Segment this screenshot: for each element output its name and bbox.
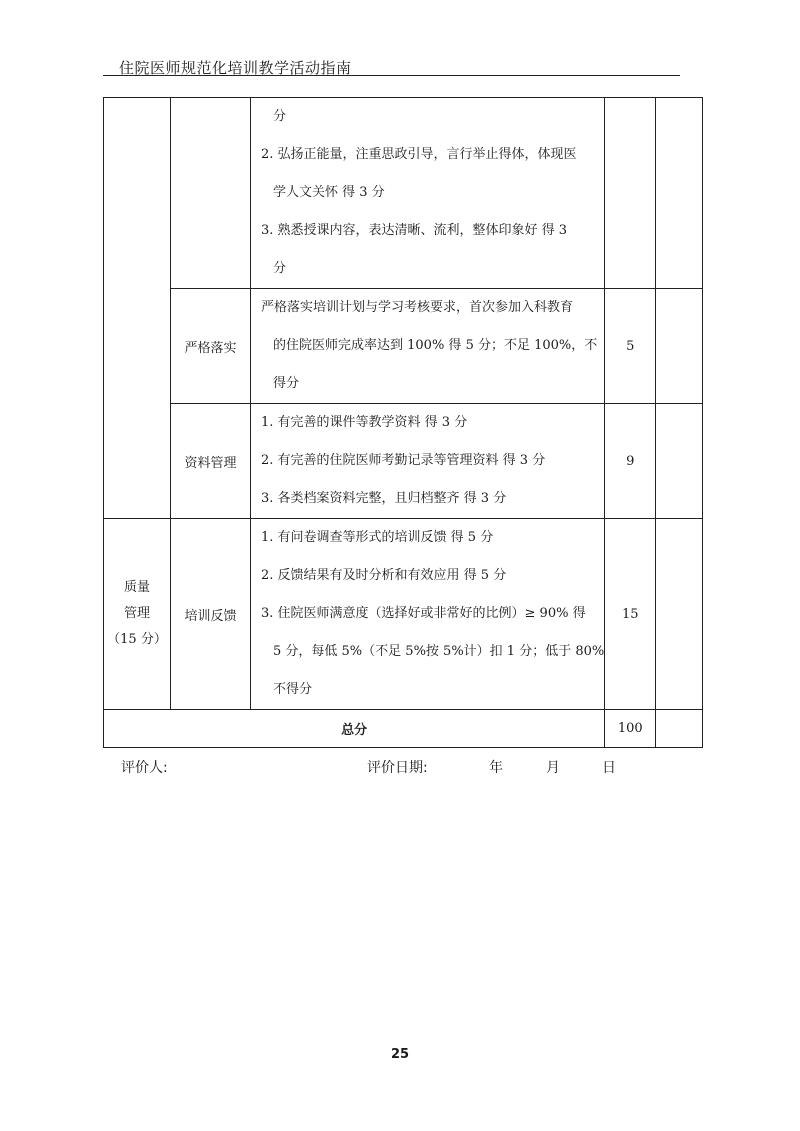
evaluation-table [103,97,703,748]
criteria-line: 3. 住院医师满意度（选择好或非常好的比例）≥ 90% 得 [261,606,586,621]
criteria-cell [251,289,605,404]
criteria-line: 2. 弘扬正能量，注重思政引导，言行举止得体，体现医 [261,147,577,162]
actual-score-cell [656,404,703,519]
criteria-line: 得分 [273,376,300,391]
subitem-cell: 严格落实 [171,289,251,404]
criteria-cell [251,404,605,519]
category-cell-empty [104,98,171,519]
criteria-line: 2. 反馈结果有及时分析和有效应用 得 5 分 [261,568,507,583]
page-number: 25 [390,1047,410,1062]
table-row [104,404,703,519]
table-row [104,98,703,289]
criteria-line: 分 [273,109,287,124]
criteria-cell [251,519,605,710]
subitem-cell-empty [171,98,251,289]
actual-score-cell [656,519,703,710]
category-line: 管理 [123,606,150,621]
criteria-line: 1. 有完善的课件等教学资料 得 3 分 [261,415,468,430]
criteria-cell [251,98,605,289]
criteria-line: 3. 各类档案资料完整，且归档整齐 得 3 分 [261,491,507,506]
date-year: 年 [489,760,503,776]
criteria-line: 1. 有问卷调查等形式的培训反馈 得 5 分 [261,530,494,545]
actual-score-cell [656,98,703,289]
subitem-cell: 资料管理 [171,404,251,519]
criteria-line: 学人文关怀 得 3 分 [273,185,385,200]
date-label: 评价日期: [367,760,428,776]
score-cell: 9 [605,404,656,519]
criteria-line: 严格落实培训计划与学习考核要求，首次参加入科教育 [261,300,574,315]
date-month: 月 [546,760,560,776]
score-cell: 5 [605,289,656,404]
table-row [104,519,703,710]
category-cell [104,519,171,710]
table-row [104,289,703,404]
total-score: 100 [605,710,656,748]
date-day: 日 [602,760,616,776]
evaluator-label: 评价人: [121,760,168,776]
total-row [104,710,703,748]
total-label: 总分 [104,710,605,748]
criteria-line: 3. 熟悉授课内容，表达清晰、流利，整体印象好 得 3 [261,223,568,238]
actual-score-cell [656,289,703,404]
criteria-line: 不得分 [273,682,313,697]
category-line: 质量 [123,580,150,595]
criteria-line: 分 [273,261,287,276]
score-cell: 15 [605,519,656,710]
header-divider [103,75,680,76]
criteria-line: 的住院医师完成率达到 100% 得 5 分；不足 100%，不 [273,338,598,353]
category-line: （15 分） [107,632,167,647]
criteria-line: 5 分，每低 5%（不足 5%按 5%计）扣 1 分；低于 80% [273,644,605,659]
actual-total-cell [656,710,703,748]
page-header-title: 住院医师规范化培训教学活动指南 [119,59,352,77]
subitem-cell: 培训反馈 [171,519,251,710]
criteria-line: 2. 有完善的住院医师考勤记录等管理资料 得 3 分 [261,453,546,468]
score-cell-empty [605,98,656,289]
